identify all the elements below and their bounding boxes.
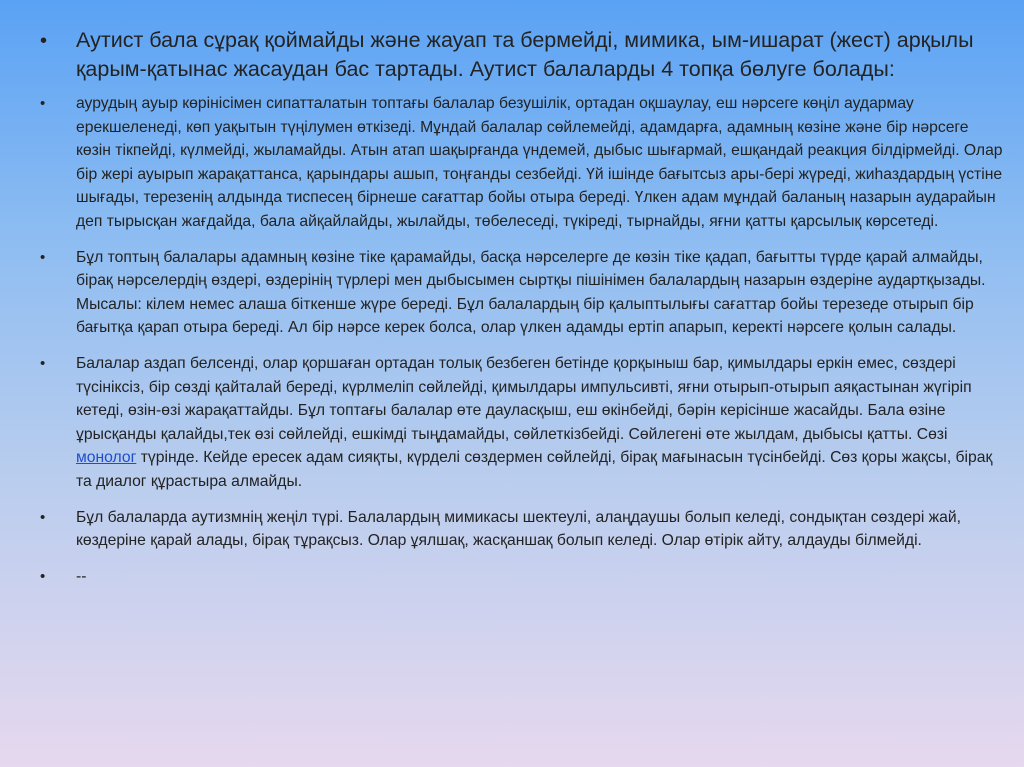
list-item-dash — [40, 565, 1004, 589]
dash-text: -- — [76, 567, 87, 585]
group-2-text: Бұл топтың балалары адамның көзіне тіке қарамайды, басқа нәрселерге де көзін тіке қадап, бағытты түрде қарай алмайды, бірақ нәрселердің өздері, өздерінің түрлері мен дыбысымен сыртқы пішінімен балалардың назарын өздеріне аудартқызады. Мысалы: кілем немес алаша біткенше жүре береді. Бұл балалардың бір қалыптылығы сағаттар бойы терезеде отырып бір бағытқа қарап отыра береді. Ал бір нәрсе керек болса, олар үлкен адамды ертіп апарып, керекті нәрсеге қолын салады. — [76, 248, 986, 337]
group-1-text: аурудың ауыр көрінісімен сипатталатын топтағы балалар безушілік, ортадан оқшаулау, еш нәрсеге көңіл аудармау ерекшеленеді, көп уақытын түңілумен өткізеді. Мұндай балалар сөйлемейді, адамдарға, адамның көзіне және бір нәрсеге көзін тікпейді, күлмейді, жыламайды. Атын атап шақырғанда үндемей, дыбыс шығармай, ешқандай реакция білдірмейді. Олар бір жері ауырып жарақаттанса, қарындары ашып, тоңғанды сезбейді. Үй ішінде бағытсыз ары-бері жүреді, жиһаздардың үстіне шығады, терезенің алдында тиспесең бірнеше сағаттар бойы отыра береді. Үлкен адам мұндай баланың назарын аударайын деп тырысқан жағдайда, бала айқайлайды, жылайды, төбелеседі, түкіреді, тырнайды, яғни қатты қарсылық көрсетеді. — [76, 95, 1003, 230]
bullet-icon: • — [40, 354, 46, 372]
bullet-list — [40, 26, 1004, 600]
bullet-icon: • — [40, 30, 48, 52]
list-item-group-2 — [40, 246, 1004, 340]
list-item-group-4 — [40, 506, 1004, 553]
list-item-group-3 — [40, 352, 1004, 494]
bullet-icon: • — [40, 248, 46, 266]
group-3-text-before: Балалар аздап белсенді, олар қоршаған ортадан толық безбеген бетінде қорқыныш бар, қимылдары еркін емес, сөздері түсініксіз, бір сөзді қайталай береді, күрлмеліп сөйлейді, қимылдары импульсивті, яғни отырып-отырып аяқастынан жүгіріп кетеді, өзін-өзі жарақаттайды. Бұл топтағы балалар өте дауласқыш, еш өкінбейді, бәрін керісінше жасайды. Бала өзіне ұрысқанды қалайды,тек өзі сөйлейді, ешкімді тыңдамайды, сөйлеткізбейді. Сөйлегені өте жылдам, дыбысы қатты. Сөзі — [76, 354, 972, 443]
intro-text: Аутист бала сұрақ қоймайды және жауап та бермейді, мимика, ым-ишарат (жест) арқылы қарым-қатынас жасаудан бас тартады. Аутист балаларды 4 топқа бөлуге болады: — [76, 28, 974, 81]
list-item-intro — [40, 26, 1004, 84]
bullet-icon: • — [40, 567, 46, 585]
list-item-group-1 — [40, 92, 1004, 234]
group-3-text-after: түрінде. Кейде ересек адам сияқты, күрделі сөздермен сөйлейді, бірақ мағынасын түсінбейді. Сөз қоры жақсы, бірақ та диалог құрастыра алмайды. — [76, 449, 993, 490]
bullet-icon: • — [40, 95, 46, 112]
group-4-text: Бұл балаларда аутизмнің жеңіл түрі. Балалардың мимикасы шектеулі, алаңдаушы болып келеді, сондықтан сөздері жай, көздеріне қарай алады, бірақ тұрақсыз. Олар ұялшақ, жасқаншақ болып келеді. Олар өтірік айту, алдауды білмейді. — [76, 508, 962, 550]
bullet-icon: • — [40, 508, 46, 526]
monolog-link[interactable]: монолог — [76, 449, 137, 467]
